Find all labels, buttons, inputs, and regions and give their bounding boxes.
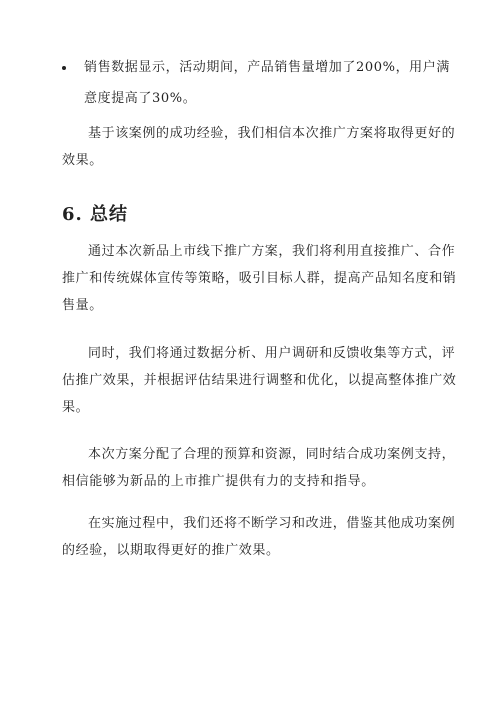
paragraph-line: 通过本次新品上市线下推广方案，我们将利用直接推广、合作 [88, 244, 456, 259]
section-heading: 6. 总结 [62, 204, 129, 225]
paragraph-line: 在实施过程中，我们还将不断学习和改进，借鉴其他成功案例 [88, 516, 456, 531]
paragraph-summary-2 [62, 340, 457, 421]
paragraph-summary-4 [62, 510, 456, 564]
paragraph-line: 同时，我们将通过数据分析、用户调研和反馈收集等方式，评 [88, 346, 456, 361]
paragraph-line: 相信能够为新品的上市推广提供有力的支持和指导。 [62, 474, 375, 489]
paragraph-line: 的经验，以期取得更好的推广效果。 [62, 543, 280, 558]
paragraph-summary-3 [62, 441, 456, 495]
paragraph-line: 售量。 [62, 298, 103, 313]
bullet-text-line-1: 销售数据显示，活动期间，产品销售量增加了200%，用户满 [84, 60, 450, 75]
bullet-dot-icon [62, 66, 66, 70]
bullet-item [62, 54, 452, 112]
bullet-line-1 [62, 54, 452, 81]
paragraph-line: 估推广效果，并根据评估结果进行调整和优化，以提高整体推广效 [62, 373, 457, 388]
paragraph-line: 基于该案例的成功经验，我们相信本次推广方案将取得更好的 [88, 126, 456, 141]
paragraph-line: 果。 [62, 400, 90, 415]
paragraph-summary-1 [62, 238, 457, 319]
paragraph-line: 效果。 [62, 153, 103, 168]
paragraph-line: 推广和传统媒体宣传等策略，吸引目标人群，提高产品知名度和销 [62, 271, 457, 286]
bullet-text-line-2: 意度提高了30%。 [84, 91, 197, 106]
paragraph-intro [62, 120, 456, 174]
paragraph-line: 本次方案分配了合理的预算和资源，同时结合成功案例支持， [88, 447, 456, 462]
